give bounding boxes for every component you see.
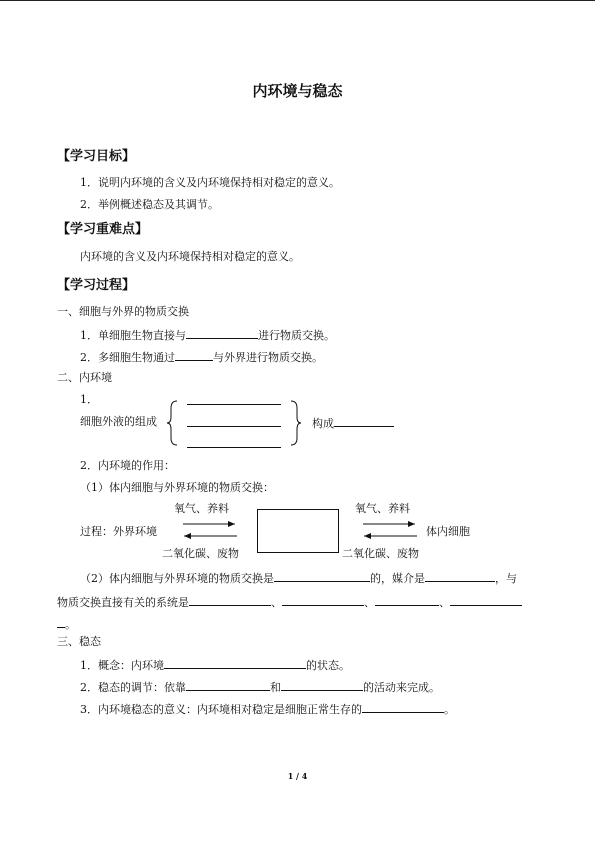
part2-sub2-mid: 的，媒介是 <box>370 572 425 585</box>
oxygen-nutrients-left: 氧气、养料 <box>174 502 229 515</box>
medium-blank[interactable] <box>425 570 495 582</box>
component-blank-1[interactable] <box>187 404 281 405</box>
page-top-border <box>0 0 595 1</box>
process-external-environment: 过程：外界环境 <box>80 525 157 538</box>
part1-question-1 <box>80 327 335 343</box>
page-number: 1 / 4 <box>287 771 308 781</box>
objectives-heading: 【学习目标】 <box>57 149 136 164</box>
system-blank-4[interactable] <box>450 594 522 606</box>
part1-q1-blank[interactable] <box>186 327 258 339</box>
part2-sub2-prefix: （2）体内细胞与外界环境的物质交换是 <box>80 572 274 585</box>
part2-sub-2 <box>80 570 517 586</box>
significance-prefix: 3．内环境稳态的意义：内环境相对稳定是细胞正常生存的 <box>80 703 362 716</box>
component-blank-3[interactable] <box>187 447 281 448</box>
page-title: 内环境与稳态 <box>252 82 343 100</box>
system-blank-4-continued[interactable] <box>57 616 65 628</box>
compose-label: 构成 <box>312 417 334 430</box>
part3-heading: 三、稳态 <box>57 635 101 648</box>
part1-q2-prefix: 2．多细胞生物通过 <box>80 351 175 364</box>
arrows-left <box>180 518 240 542</box>
related-systems-tail <box>57 616 76 632</box>
regulation-and: 和 <box>270 681 281 694</box>
regulation-blank-1[interactable] <box>186 679 270 691</box>
part1-q2-suffix: 与外界进行物质交换。 <box>213 351 323 364</box>
part1-q2-blank[interactable] <box>175 349 213 361</box>
system-separator-3: 、 <box>439 596 450 609</box>
extracellular-fluid-label: 细胞外液的组成 <box>80 415 157 428</box>
oxygen-nutrients-right: 氧气、养料 <box>355 502 410 515</box>
regulation-blank-2[interactable] <box>281 679 363 691</box>
exchange-medium-box[interactable] <box>257 509 339 553</box>
part2-sub2-end: ，与 <box>495 572 517 585</box>
objective-item-2: 2．举例概述稳态及其调节。 <box>80 198 219 211</box>
related-systems-row <box>57 594 522 610</box>
system-separator-1: 、 <box>271 596 282 609</box>
significance-blank[interactable] <box>362 701 444 713</box>
regulation-prefix: 2．稳态的调节：依靠 <box>80 681 186 694</box>
system-separator-2: 、 <box>364 596 375 609</box>
co2-waste-right: 二氧化碳、废物 <box>342 547 419 560</box>
related-systems-period: 。 <box>65 618 76 631</box>
arrows-right <box>360 518 420 542</box>
part3-concept <box>80 657 350 673</box>
part1-question-2 <box>80 349 323 365</box>
compose-blank[interactable] <box>334 415 394 427</box>
component-blank-2[interactable] <box>187 426 281 427</box>
key-points-heading: 【学习重难点】 <box>57 222 149 237</box>
right-brace <box>289 400 303 446</box>
exchange-type-blank[interactable] <box>274 570 370 582</box>
part1-q1-prefix: 1．单细胞生物直接与 <box>80 329 186 342</box>
concept-suffix: 的状态。 <box>306 659 350 672</box>
co2-waste-left: 二氧化碳、废物 <box>162 547 239 560</box>
key-points-text: 内环境的含义及内环境保持相对稳定的意义。 <box>80 250 300 263</box>
system-blank-3[interactable] <box>375 594 439 606</box>
related-systems-prefix: 物质交换直接有关的系统是 <box>57 596 189 609</box>
concept-blank[interactable] <box>164 657 306 669</box>
process-heading: 【学习过程】 <box>57 278 136 293</box>
inner-cell-label: 体内细胞 <box>426 525 470 538</box>
part1-heading: 一、细胞与外界的物质交换 <box>57 305 189 318</box>
part2-heading: 二、内环境 <box>57 371 112 384</box>
system-blank-2[interactable] <box>282 594 364 606</box>
part2-item-2: 2．内环境的作用： <box>80 459 175 472</box>
objective-item-1: 1．说明内环境的含义及内环境保持相对稳定的意义。 <box>80 176 340 189</box>
part3-regulation <box>80 679 440 695</box>
left-brace <box>166 400 180 446</box>
part2-item-1-number: 1． <box>80 393 98 406</box>
part1-q1-suffix: 进行物质交换。 <box>258 329 335 342</box>
compose-row <box>312 415 394 431</box>
part3-significance <box>80 701 455 717</box>
part2-sub-1: （1）体内细胞与外界环境的物质交换： <box>80 481 274 494</box>
system-blank-1[interactable] <box>189 594 271 606</box>
concept-prefix: 1．概念：内环境 <box>80 659 164 672</box>
regulation-suffix: 的活动来完成。 <box>363 681 440 694</box>
significance-suffix: 。 <box>444 703 455 716</box>
